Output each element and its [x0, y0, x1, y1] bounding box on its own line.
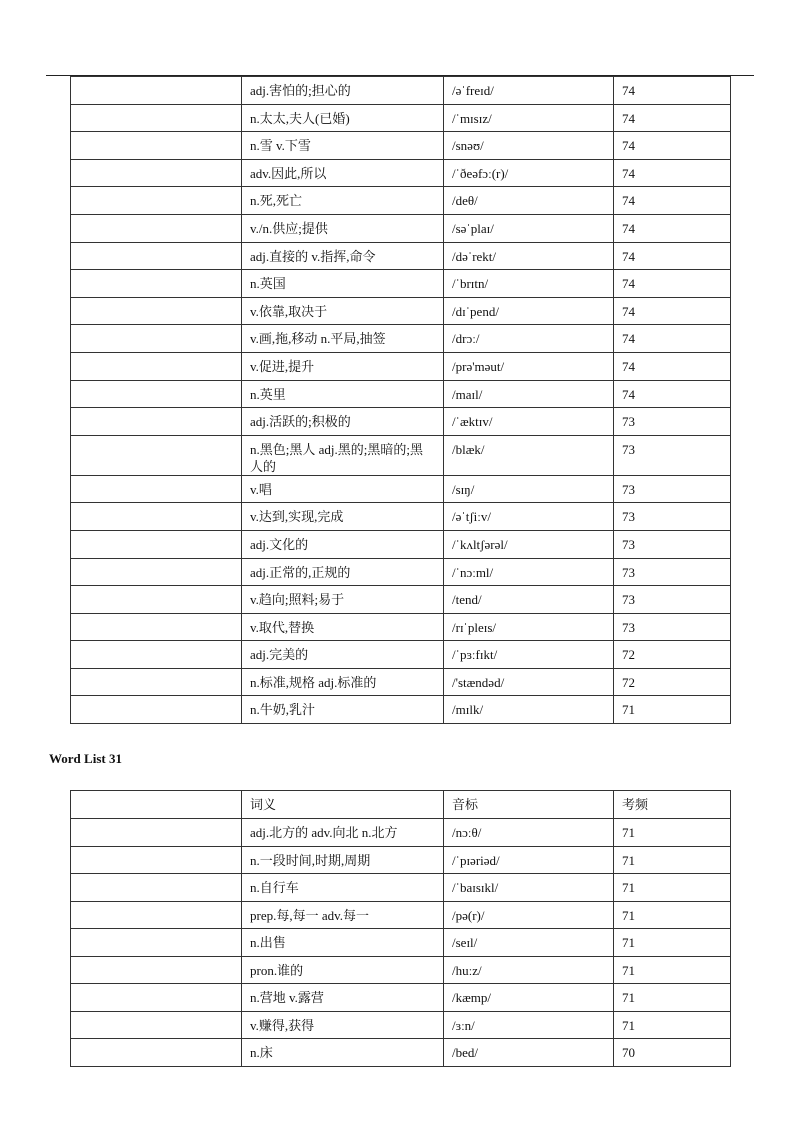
table-row [71, 1039, 731, 1067]
phonetic-cell: /'stændəd/ [444, 668, 614, 696]
frequency-cell: 73 [614, 558, 731, 586]
header-word [71, 791, 242, 819]
header-meaning: 词义 [242, 791, 444, 819]
word-cell [71, 242, 242, 270]
phonetic-cell: /səˈplaɪ/ [444, 214, 614, 242]
meaning-cell: v.唱 [242, 475, 444, 503]
phonetic-cell: /rɪˈpleɪs/ [444, 613, 614, 641]
phonetic-cell: /seɪl/ [444, 929, 614, 957]
phonetic-cell: /ˈbrɪtn/ [444, 270, 614, 298]
meaning-cell: n.自行车 [242, 874, 444, 902]
frequency-cell: 74 [614, 214, 731, 242]
phonetic-cell: /əˈfreɪd/ [444, 77, 614, 105]
word-cell [71, 132, 242, 160]
table-row [71, 696, 731, 724]
phonetic-cell: /nɔːθ/ [444, 819, 614, 847]
phonetic-cell: /ˈðeəfɔː(r)/ [444, 159, 614, 187]
frequency-cell: 71 [614, 846, 731, 874]
frequency-cell: 71 [614, 1011, 731, 1039]
meaning-cell: n.一段时间,时期,周期 [242, 846, 444, 874]
word-cell [71, 214, 242, 242]
phonetic-cell: /ˈnɔːml/ [444, 558, 614, 586]
frequency-cell: 73 [614, 586, 731, 614]
phonetic-cell: /ˈkʌltʃərəl/ [444, 530, 614, 558]
phonetic-cell: /mɪlk/ [444, 696, 614, 724]
meaning-cell: n.标准,规格 adj.标准的 [242, 668, 444, 696]
frequency-cell: 74 [614, 380, 731, 408]
table-row [71, 668, 731, 696]
phonetic-cell: /ˈæktɪv/ [444, 408, 614, 436]
word-table-continued [70, 76, 731, 724]
meaning-cell: adj.文化的 [242, 530, 444, 558]
phonetic-cell: /prə'məut/ [444, 352, 614, 380]
table-row [71, 380, 731, 408]
phonetic-cell: /pə(r)/ [444, 901, 614, 929]
phonetic-cell: /ˈpɜːfɪkt/ [444, 641, 614, 669]
frequency-cell: 71 [614, 874, 731, 902]
meaning-cell: n.雪 v.下雪 [242, 132, 444, 160]
meaning-cell: n.营地 v.露营 [242, 984, 444, 1012]
meaning-cell: adj.活跃的;积极的 [242, 408, 444, 436]
frequency-cell: 74 [614, 352, 731, 380]
phonetic-cell: /tend/ [444, 586, 614, 614]
word-cell [71, 159, 242, 187]
word-cell [71, 104, 242, 132]
word-cell [71, 819, 242, 847]
meaning-cell: prep.每,每一 adv.每一 [242, 901, 444, 929]
table-row [71, 270, 731, 298]
table-row [71, 77, 731, 105]
meaning-cell: n.黑色;黑人 adj.黑的;黑暗的;黑人的 [242, 435, 444, 475]
phonetic-cell: /blæk/ [444, 435, 614, 475]
table-row [71, 503, 731, 531]
word-table-body [71, 77, 731, 724]
word-cell [71, 613, 242, 641]
frequency-cell: 74 [614, 242, 731, 270]
frequency-cell: 74 [614, 270, 731, 298]
meaning-cell: n.英国 [242, 270, 444, 298]
word-cell [71, 77, 242, 105]
table-row [71, 956, 731, 984]
table-header-row [71, 791, 731, 819]
phonetic-cell: /ˈmɪsɪz/ [444, 104, 614, 132]
meaning-cell: v.趋向;照料;易于 [242, 586, 444, 614]
meaning-cell: n.床 [242, 1039, 444, 1067]
header-phonetic: 音标 [444, 791, 614, 819]
frequency-cell: 71 [614, 696, 731, 724]
table-row [71, 1011, 731, 1039]
meaning-cell: adj.害怕的;担心的 [242, 77, 444, 105]
word-cell [71, 558, 242, 586]
frequency-cell: 74 [614, 77, 731, 105]
word-cell [71, 846, 242, 874]
word-cell [71, 1039, 242, 1067]
table-row [71, 242, 731, 270]
word-cell [71, 530, 242, 558]
table-row [71, 325, 731, 353]
frequency-cell: 74 [614, 325, 731, 353]
frequency-cell: 73 [614, 475, 731, 503]
table-row [71, 929, 731, 957]
table-row [71, 297, 731, 325]
meaning-cell: n.出售 [242, 929, 444, 957]
frequency-cell: 72 [614, 668, 731, 696]
frequency-cell: 73 [614, 530, 731, 558]
frequency-cell: 71 [614, 929, 731, 957]
word-cell [71, 929, 242, 957]
word-cell [71, 408, 242, 436]
word-cell [71, 270, 242, 298]
word-cell [71, 380, 242, 408]
table-row [71, 613, 731, 641]
table-row [71, 641, 731, 669]
frequency-cell: 74 [614, 187, 731, 215]
meaning-cell: v./n.供应;提供 [242, 214, 444, 242]
phonetic-cell: /ˈbaɪsɪkl/ [444, 874, 614, 902]
phonetic-cell: /ɜːn/ [444, 1011, 614, 1039]
phonetic-cell: /snəʊ/ [444, 132, 614, 160]
table-row [71, 475, 731, 503]
phonetic-cell: /deθ/ [444, 187, 614, 215]
phonetic-cell: /maɪl/ [444, 380, 614, 408]
word-cell [71, 1011, 242, 1039]
word-cell [71, 641, 242, 669]
phonetic-cell: /kæmp/ [444, 984, 614, 1012]
frequency-cell: 70 [614, 1039, 731, 1067]
word-table-list-31 [70, 790, 731, 1067]
table-row [71, 214, 731, 242]
meaning-cell: v.赚得,获得 [242, 1011, 444, 1039]
frequency-cell: 71 [614, 901, 731, 929]
meaning-cell: adj.直接的 v.指挥,命令 [242, 242, 444, 270]
word-table-body [71, 819, 731, 1067]
word-cell [71, 435, 242, 475]
table-row [71, 352, 731, 380]
meaning-cell: v.达到,实现,完成 [242, 503, 444, 531]
word-cell [71, 352, 242, 380]
table-row [71, 586, 731, 614]
phonetic-cell: /əˈtʃiːv/ [444, 503, 614, 531]
word-cell [71, 696, 242, 724]
phonetic-cell: /drɔː/ [444, 325, 614, 353]
word-cell [71, 503, 242, 531]
meaning-cell: pron.谁的 [242, 956, 444, 984]
word-cell [71, 956, 242, 984]
frequency-cell: 74 [614, 159, 731, 187]
word-cell [71, 187, 242, 215]
phonetic-cell: /bed/ [444, 1039, 614, 1067]
frequency-cell: 73 [614, 435, 731, 475]
table-row [71, 435, 731, 475]
meaning-cell: n.牛奶,乳汁 [242, 696, 444, 724]
meaning-cell: adj.北方的 adv.向北 n.北方 [242, 819, 444, 847]
frequency-cell: 72 [614, 641, 731, 669]
phonetic-cell: /dəˈrekt/ [444, 242, 614, 270]
table-row [71, 132, 731, 160]
table-row [71, 874, 731, 902]
word-cell [71, 874, 242, 902]
frequency-cell: 71 [614, 984, 731, 1012]
word-cell [71, 984, 242, 1012]
table-row [71, 530, 731, 558]
meaning-cell: n.死,死亡 [242, 187, 444, 215]
phonetic-cell: /ˈpɪəriəd/ [444, 846, 614, 874]
word-cell [71, 668, 242, 696]
meaning-cell: v.依靠,取决于 [242, 297, 444, 325]
meaning-cell: adj.完美的 [242, 641, 444, 669]
phonetic-cell: /dɪˈpend/ [444, 297, 614, 325]
frequency-cell: 74 [614, 297, 731, 325]
frequency-cell: 73 [614, 613, 731, 641]
meaning-cell: v.画,拖,移动 n.平局,抽签 [242, 325, 444, 353]
frequency-cell: 74 [614, 132, 731, 160]
frequency-cell: 73 [614, 408, 731, 436]
word-cell [71, 901, 242, 929]
table-row [71, 408, 731, 436]
meaning-cell: adv.因此,所以 [242, 159, 444, 187]
frequency-cell: 71 [614, 819, 731, 847]
word-cell [71, 475, 242, 503]
frequency-cell: 71 [614, 956, 731, 984]
meaning-cell: v.取代,替换 [242, 613, 444, 641]
meaning-cell: n.太太,夫人(已婚) [242, 104, 444, 132]
word-cell [71, 325, 242, 353]
meaning-cell: v.促进,提升 [242, 352, 444, 380]
frequency-cell: 74 [614, 104, 731, 132]
meaning-cell: adj.正常的,正规的 [242, 558, 444, 586]
table-row [71, 187, 731, 215]
frequency-cell: 73 [614, 503, 731, 531]
table-row [71, 159, 731, 187]
word-cell [71, 297, 242, 325]
meaning-cell: n.英里 [242, 380, 444, 408]
word-list-title: Word List 31 [49, 751, 122, 766]
table-row [71, 104, 731, 132]
table-row [71, 819, 731, 847]
phonetic-cell: /huːz/ [444, 956, 614, 984]
header-frequency: 考频 [614, 791, 731, 819]
table-row [71, 558, 731, 586]
table-row [71, 901, 731, 929]
word-cell [71, 586, 242, 614]
table-row [71, 846, 731, 874]
table-row [71, 984, 731, 1012]
phonetic-cell: /sɪŋ/ [444, 475, 614, 503]
